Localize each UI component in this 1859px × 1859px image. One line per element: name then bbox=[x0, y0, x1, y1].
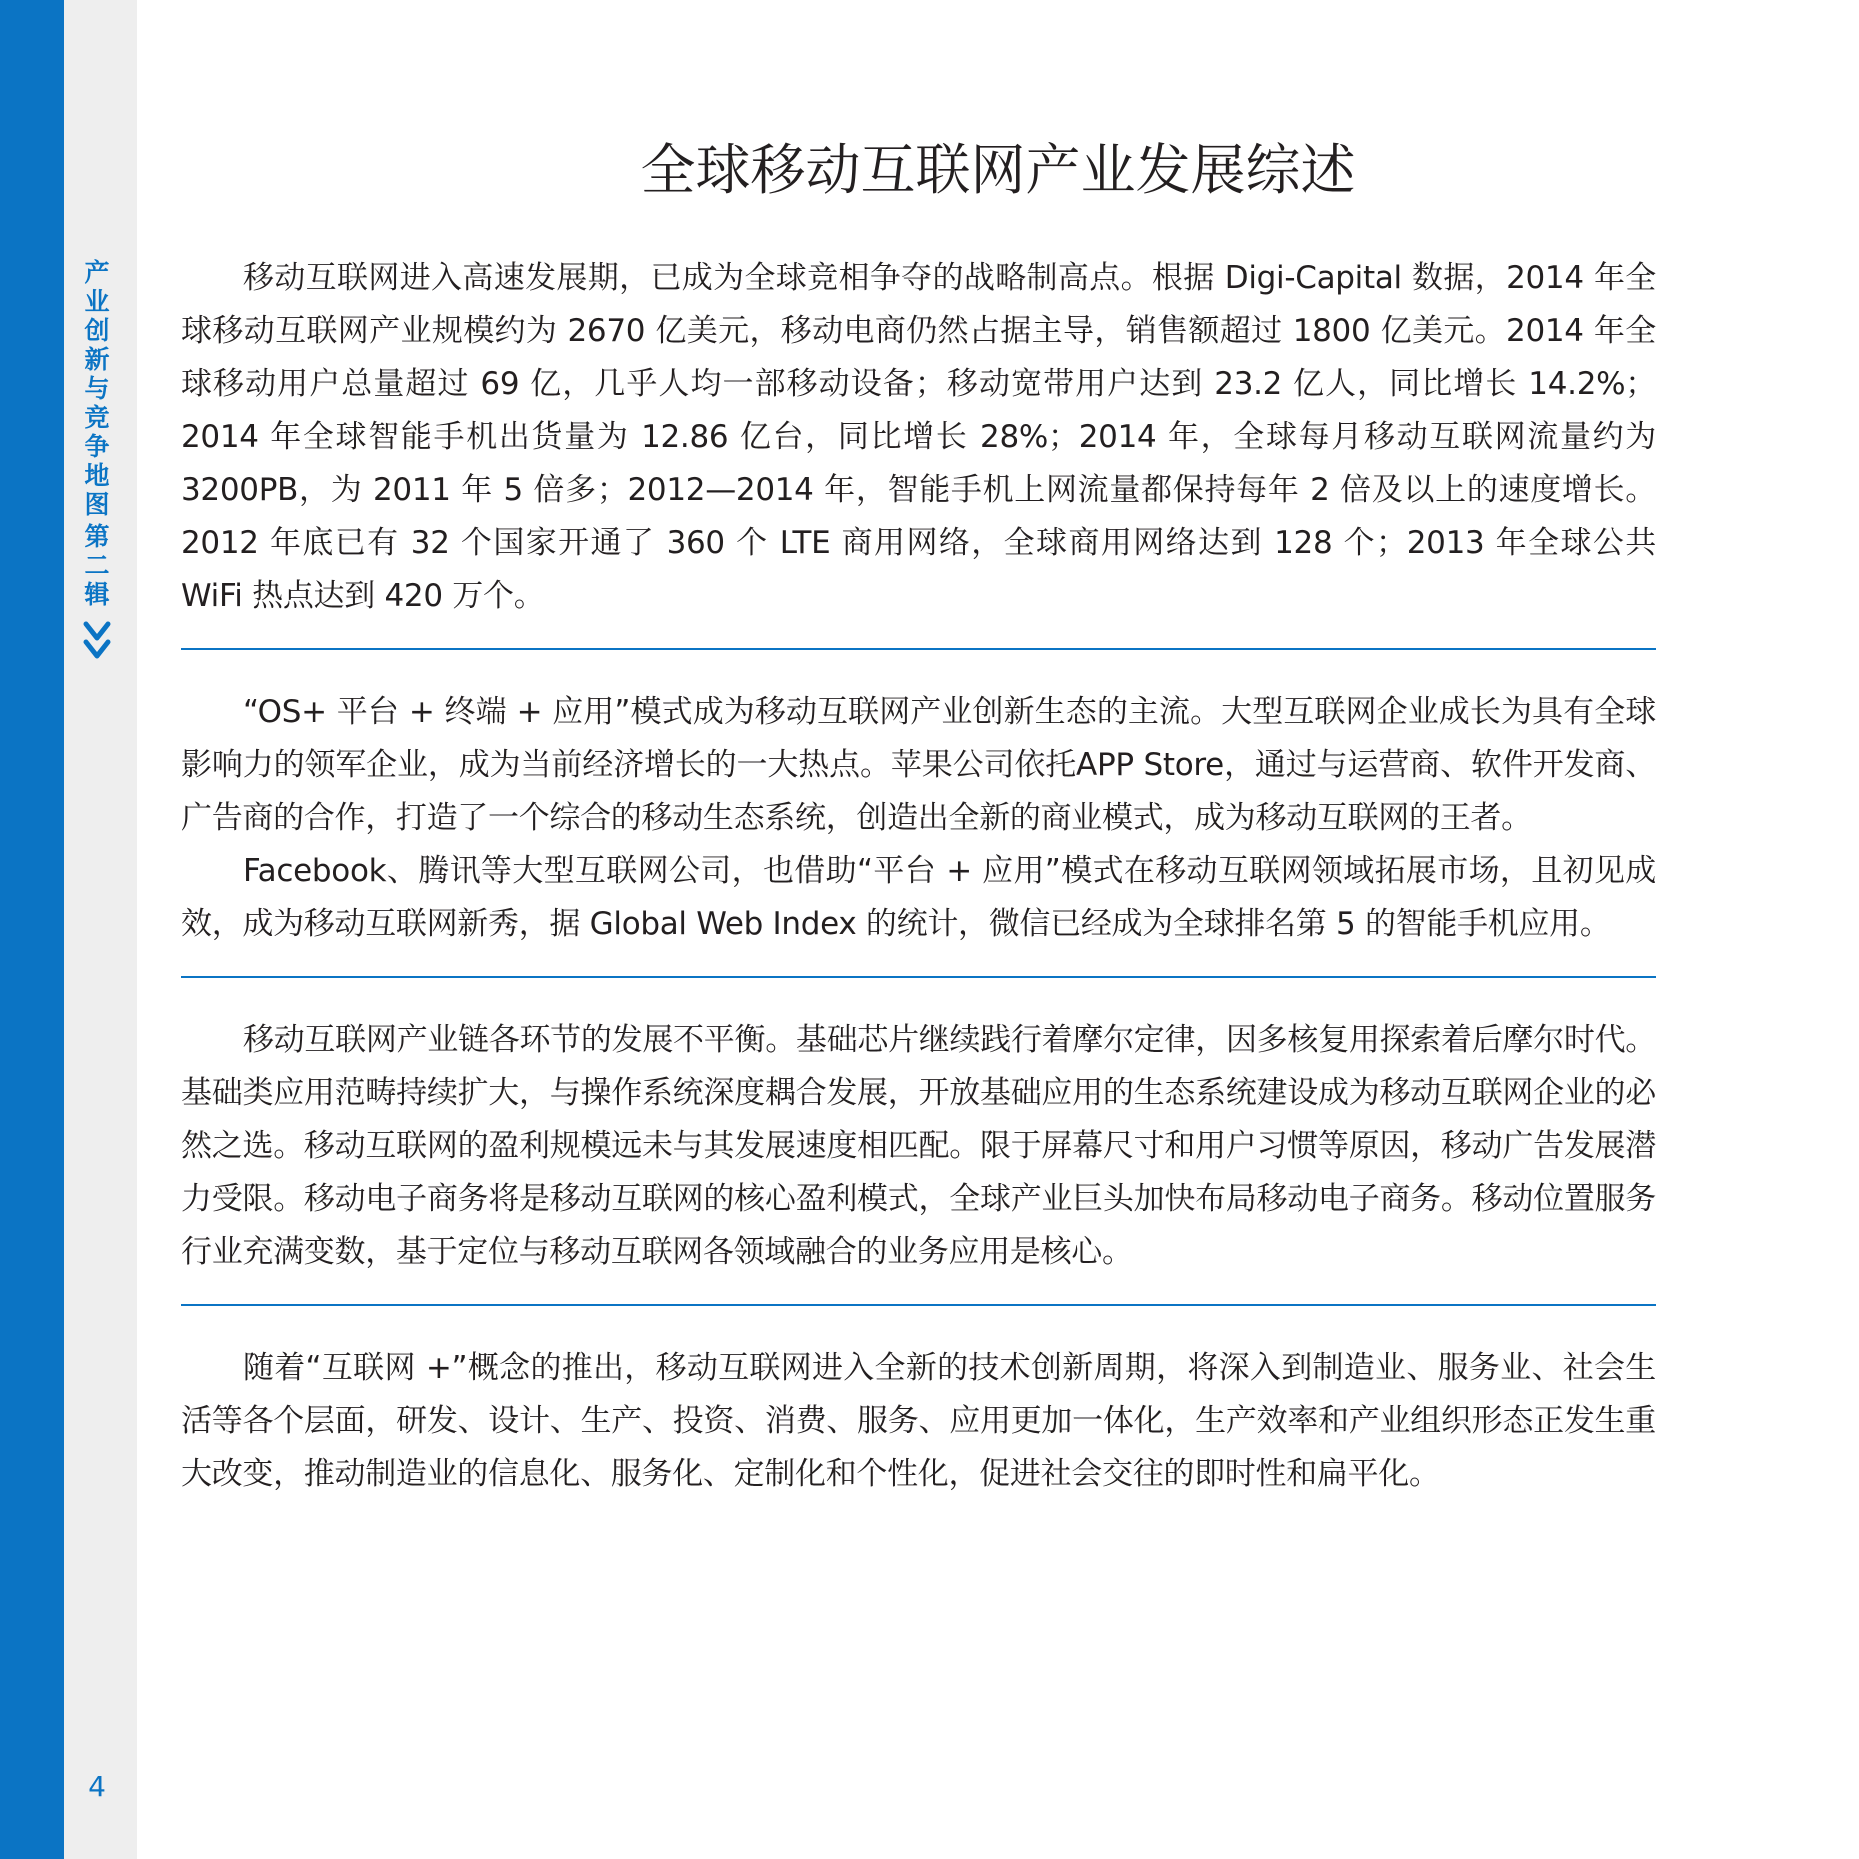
section-platform-model bbox=[181, 686, 1656, 951]
paragraph: 随着“互联网 +”概念的推出，移动互联网进入全新的技术创新周期，将深入到制造业、服务业、社会生活等各个层面，研发、设计、生产、投资、消费、服务、应用更加一体化，生产效率和产业组织形态正发生重大改变，推动制造业的信息化、服务化、定制化和个性化，促进社会交往的即时性和扁平化。 bbox=[181, 1350, 1656, 1492]
page-title: 全球移动互联网产业发展综述 bbox=[640, 138, 1356, 202]
paragraph: “OS+ 平台 + 终端 + 应用”模式成为移动互联网产业创新生态的主流。大型互联网企业成长为具有全球影响力的领军企业，成为当前经济增长的一大热点。苹果公司依托APP Store，通过与运营商、软件开发商、广告商的合作，打造了一个综合的移动生态系统，创造出全新的商业模式，成为移动互联网的王者。 bbox=[181, 694, 1656, 836]
double-chevron-down-icon bbox=[80, 618, 114, 668]
book-title-vertical: 产业创新与竞争地图 bbox=[84, 258, 110, 519]
paragraph: Facebook、腾讯等大型互联网公司，也借助“平台 + 应用”模式在移动互联网领域拓展市场，且初见成效，成为移动互联网新秀，据 Global Web Index 的统计，微信已经成为全球排名第 5 的智能手机应用。 bbox=[181, 853, 1656, 942]
page-number: 4 bbox=[88, 1770, 106, 1803]
section-internet-plus bbox=[181, 1342, 1656, 1501]
section-divider bbox=[181, 976, 1656, 978]
section-industry-chain bbox=[181, 1014, 1656, 1279]
section-divider bbox=[181, 648, 1656, 650]
side-accent-bar bbox=[0, 0, 64, 1859]
article-body bbox=[181, 252, 1656, 1501]
series-label-vertical: 第二辑 bbox=[84, 522, 110, 609]
section-overview bbox=[181, 252, 1656, 623]
section-divider bbox=[181, 1304, 1656, 1306]
paragraph: 移动互联网进入高速发展期，已成为全球竞相争夺的战略制高点。根据 Digi-Capital 数据，2014 年全球移动互联网产业规模约为 2670 亿美元，移动电商仍然占据主导，销售额超过 1800 亿美元。2014 年全球移动用户总量超过 69 亿，几乎人均一部移动设备；移动宽带用户达到 23.2 亿人，同比增长 14.2%；2014 年全球智能手机出货量为 12.86 亿台，同比增长 28%；2014 年，全球每月移动互联网流量约为 3200PB，为 2011 年 5 倍多；2012—2014 年，智能手机上网流量都保持每年 2 倍及以上的速度增长。2012 年底已有 32 个国家开通了 360 个 LTE 商用网络，全球商用网络达到 128 个；2013 年全球公共 WiFi 热点达到 420 万个。 bbox=[181, 260, 1656, 614]
paragraph: 移动互联网产业链各环节的发展不平衡。基础芯片继续践行着摩尔定律，因多核复用探索着后摩尔时代。基础类应用范畴持续扩大，与操作系统深度耦合发展，开放基础应用的生态系统建设成为移动互联网企业的必然之选。移动互联网的盈利规模远未与其发展速度相匹配。限于屏幕尺寸和用户习惯等原因，移动广告发展潜力受限。移动电子商务将是移动互联网的核心盈利模式，全球产业巨头加快布局移动电子商务。移动位置服务行业充满变数，基于定位与移动互联网各领域融合的业务应用是核心。 bbox=[181, 1022, 1656, 1270]
